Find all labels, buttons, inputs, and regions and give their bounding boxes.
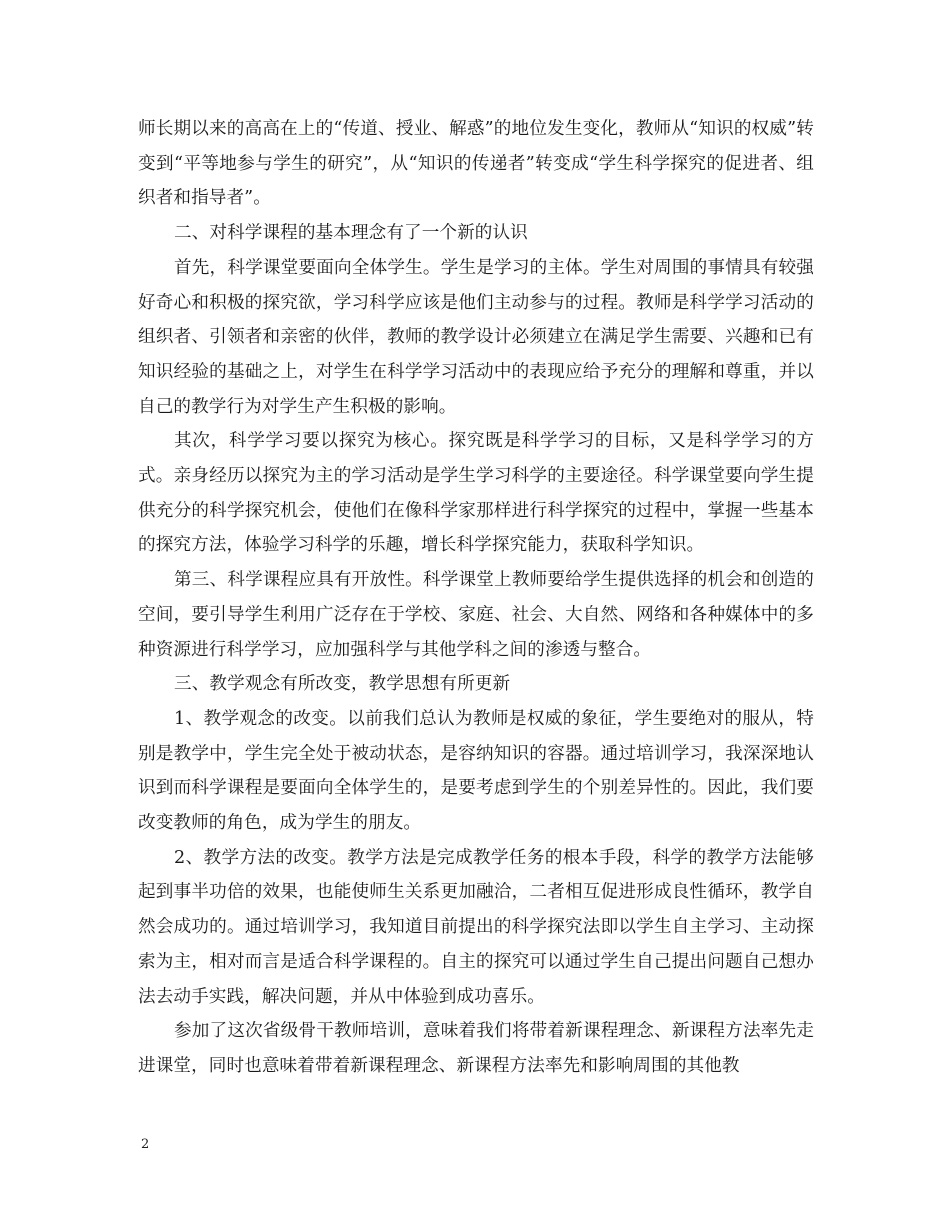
paragraph: 其次，科学学习要以探究为核心。探究既是科学学习的目标，又是科学学习的方式。亲身经历以探究为主的学习活动是学生学习科学的主要途径。科学课堂要向学生提供充分的科学探究机会，使他们在像科学家那样进行科学探究的过程中，掌握一些基本的探究方法，体验学习科学的乐趣，增长科学探究能力，获取科学知识。 bbox=[138, 431, 814, 556]
paragraph: 参加了这次省级骨干教师培训，意味着我们将带着新课程理念、新课程方法率先走进课堂，同时也意味着带着新课程理念、新课程方法率先和影响周围的其他教 bbox=[138, 1021, 814, 1076]
paragraph: 第三、科学课程应具有开放性。科学课堂上教师要给学生提供选择的机会和创造的空间，要引导学生利用广泛存在于学校、家庭、社会、大自然、网络和各种媒体中的多种资源进行科学学习，应加强科学与其他学科之间的渗透与整合。 bbox=[138, 570, 814, 660]
section-heading: 二、对科学课程的基本理念有了一个新的认识 bbox=[174, 223, 528, 244]
paragraph: 1、教学观念的改变。以前我们总认为教师是权威的象征，学生要绝对的服从，特别是教学中，学生完全处于被动状态，是容纳知识的容器。通过培训学习，我深深地认识到而科学课程是要面向全体学生的，是要考虑到学生的个别差异性的。因此，我们要改变教师的角色，成为学生的朋友。 bbox=[138, 708, 814, 834]
section-heading: 三、教学观念有所改变，教学思想有所更新 bbox=[174, 674, 511, 695]
paragraph: 师长期以来的高高在上的“传道、授业、解惑”的地位发生变化，教师从“知识的权威”转变到“平等地参与学生的研究”，从“知识的传递者”转变成“学生科学探究的促进者、组织者和指导者”。 bbox=[138, 119, 814, 209]
paragraph: 2、教学方法的改变。教学方法是完成教学任务的根本手段，科学的教学方法能够起到事半功倍的效果，也能使师生关系更加融洽，二者相互促进形成良性循环，教学自然会成功的。通过培训学习，我知道目前提出的科学探究法即以学生自主学习、主动探索为主，相对而言是适合科学课程的。自主的探究可以通过学生自己提出问题自己想办法去动手实践，解决问题，并从中体验到成功喜乐。 bbox=[138, 847, 814, 1007]
page-number: 2 bbox=[141, 1137, 150, 1152]
document-body bbox=[138, 112, 814, 1084]
paragraph: 首先，科学课堂要面向全体学生。学生是学习的主体。学生对周围的事情具有较强好奇心和积极的探究欲，学习科学应该是他们主动参与的过程。教师是科学学习活动的组织者、引领者和亲密的伙伴，教师的教学设计必须建立在满足学生需要、兴趣和已有知识经验的基础之上，对学生在科学学习活动中的表现应给予充分的理解和尊重，并以自己的教学行为对学生产生积极的影响。 bbox=[138, 257, 814, 417]
